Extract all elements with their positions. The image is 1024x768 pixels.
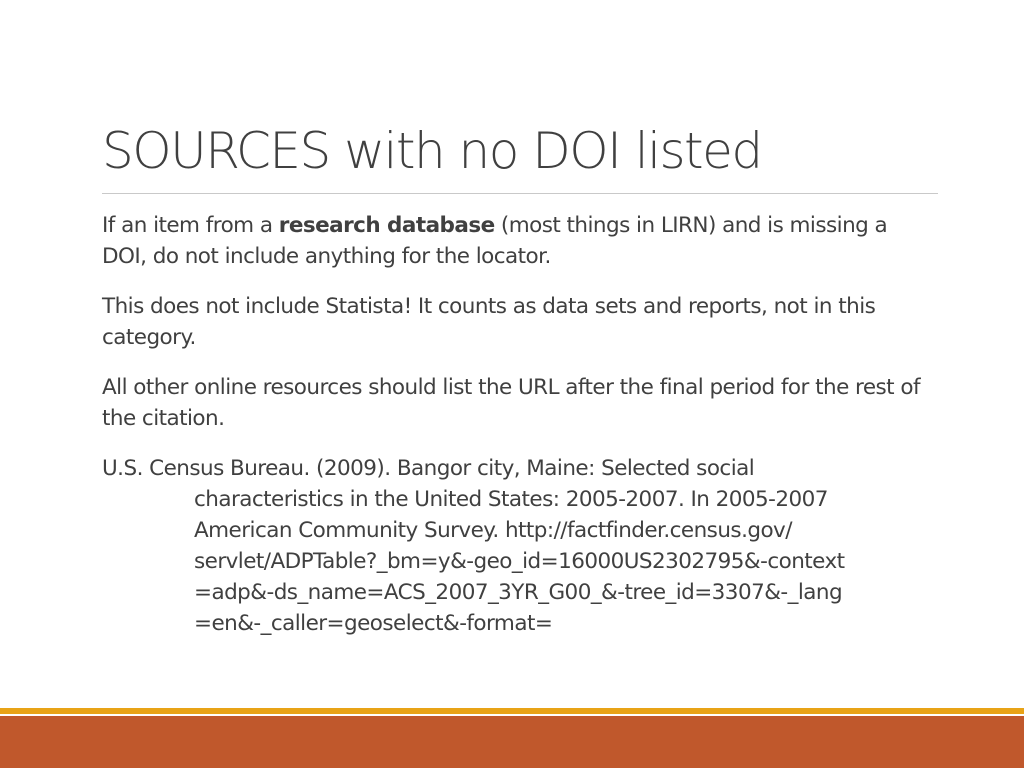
- citation-line: =adp&-ds_name=ACS_2007_3YR_G00_&-tree_id=3307&-_lang: [194, 580, 843, 605]
- citation-line: characteristics in the United States: 2005-2007. In 2005-2007: [194, 487, 828, 512]
- paragraph-bold-text: research database: [278, 213, 495, 238]
- paragraph-text: (most things in LIRN) and is missing a DOI, do not include anything for the locator.: [102, 213, 888, 269]
- footer-accent-line: [0, 708, 1024, 714]
- slide-body: [102, 210, 937, 639]
- citation-line: American Community Survey. http://factfinder.census.gov/: [194, 518, 792, 543]
- citation-line: =en&-_caller=geoselect&-format=: [194, 611, 553, 636]
- paragraph-online-resources: All other online resources should list the URL after the final period for the rest of the citation.: [102, 375, 920, 431]
- paragraph-research-database: [102, 210, 937, 272]
- title-divider: [102, 193, 938, 194]
- slide-title: SOURCES with no DOI listed: [102, 122, 762, 180]
- footer-bar: [0, 716, 1024, 768]
- citation-line: U.S. Census Bureau. (2009). Bangor city, Maine: Selected social: [102, 456, 755, 481]
- paragraph-statista: This does not include Statista! It counts as data sets and reports, not in this category.: [102, 294, 876, 350]
- paragraph-text: If an item from a: [102, 213, 279, 238]
- citation-line: servlet/ADPTable?_bm=y&-geo_id=16000US2302795&-context: [194, 549, 845, 574]
- citation-example: [102, 453, 937, 639]
